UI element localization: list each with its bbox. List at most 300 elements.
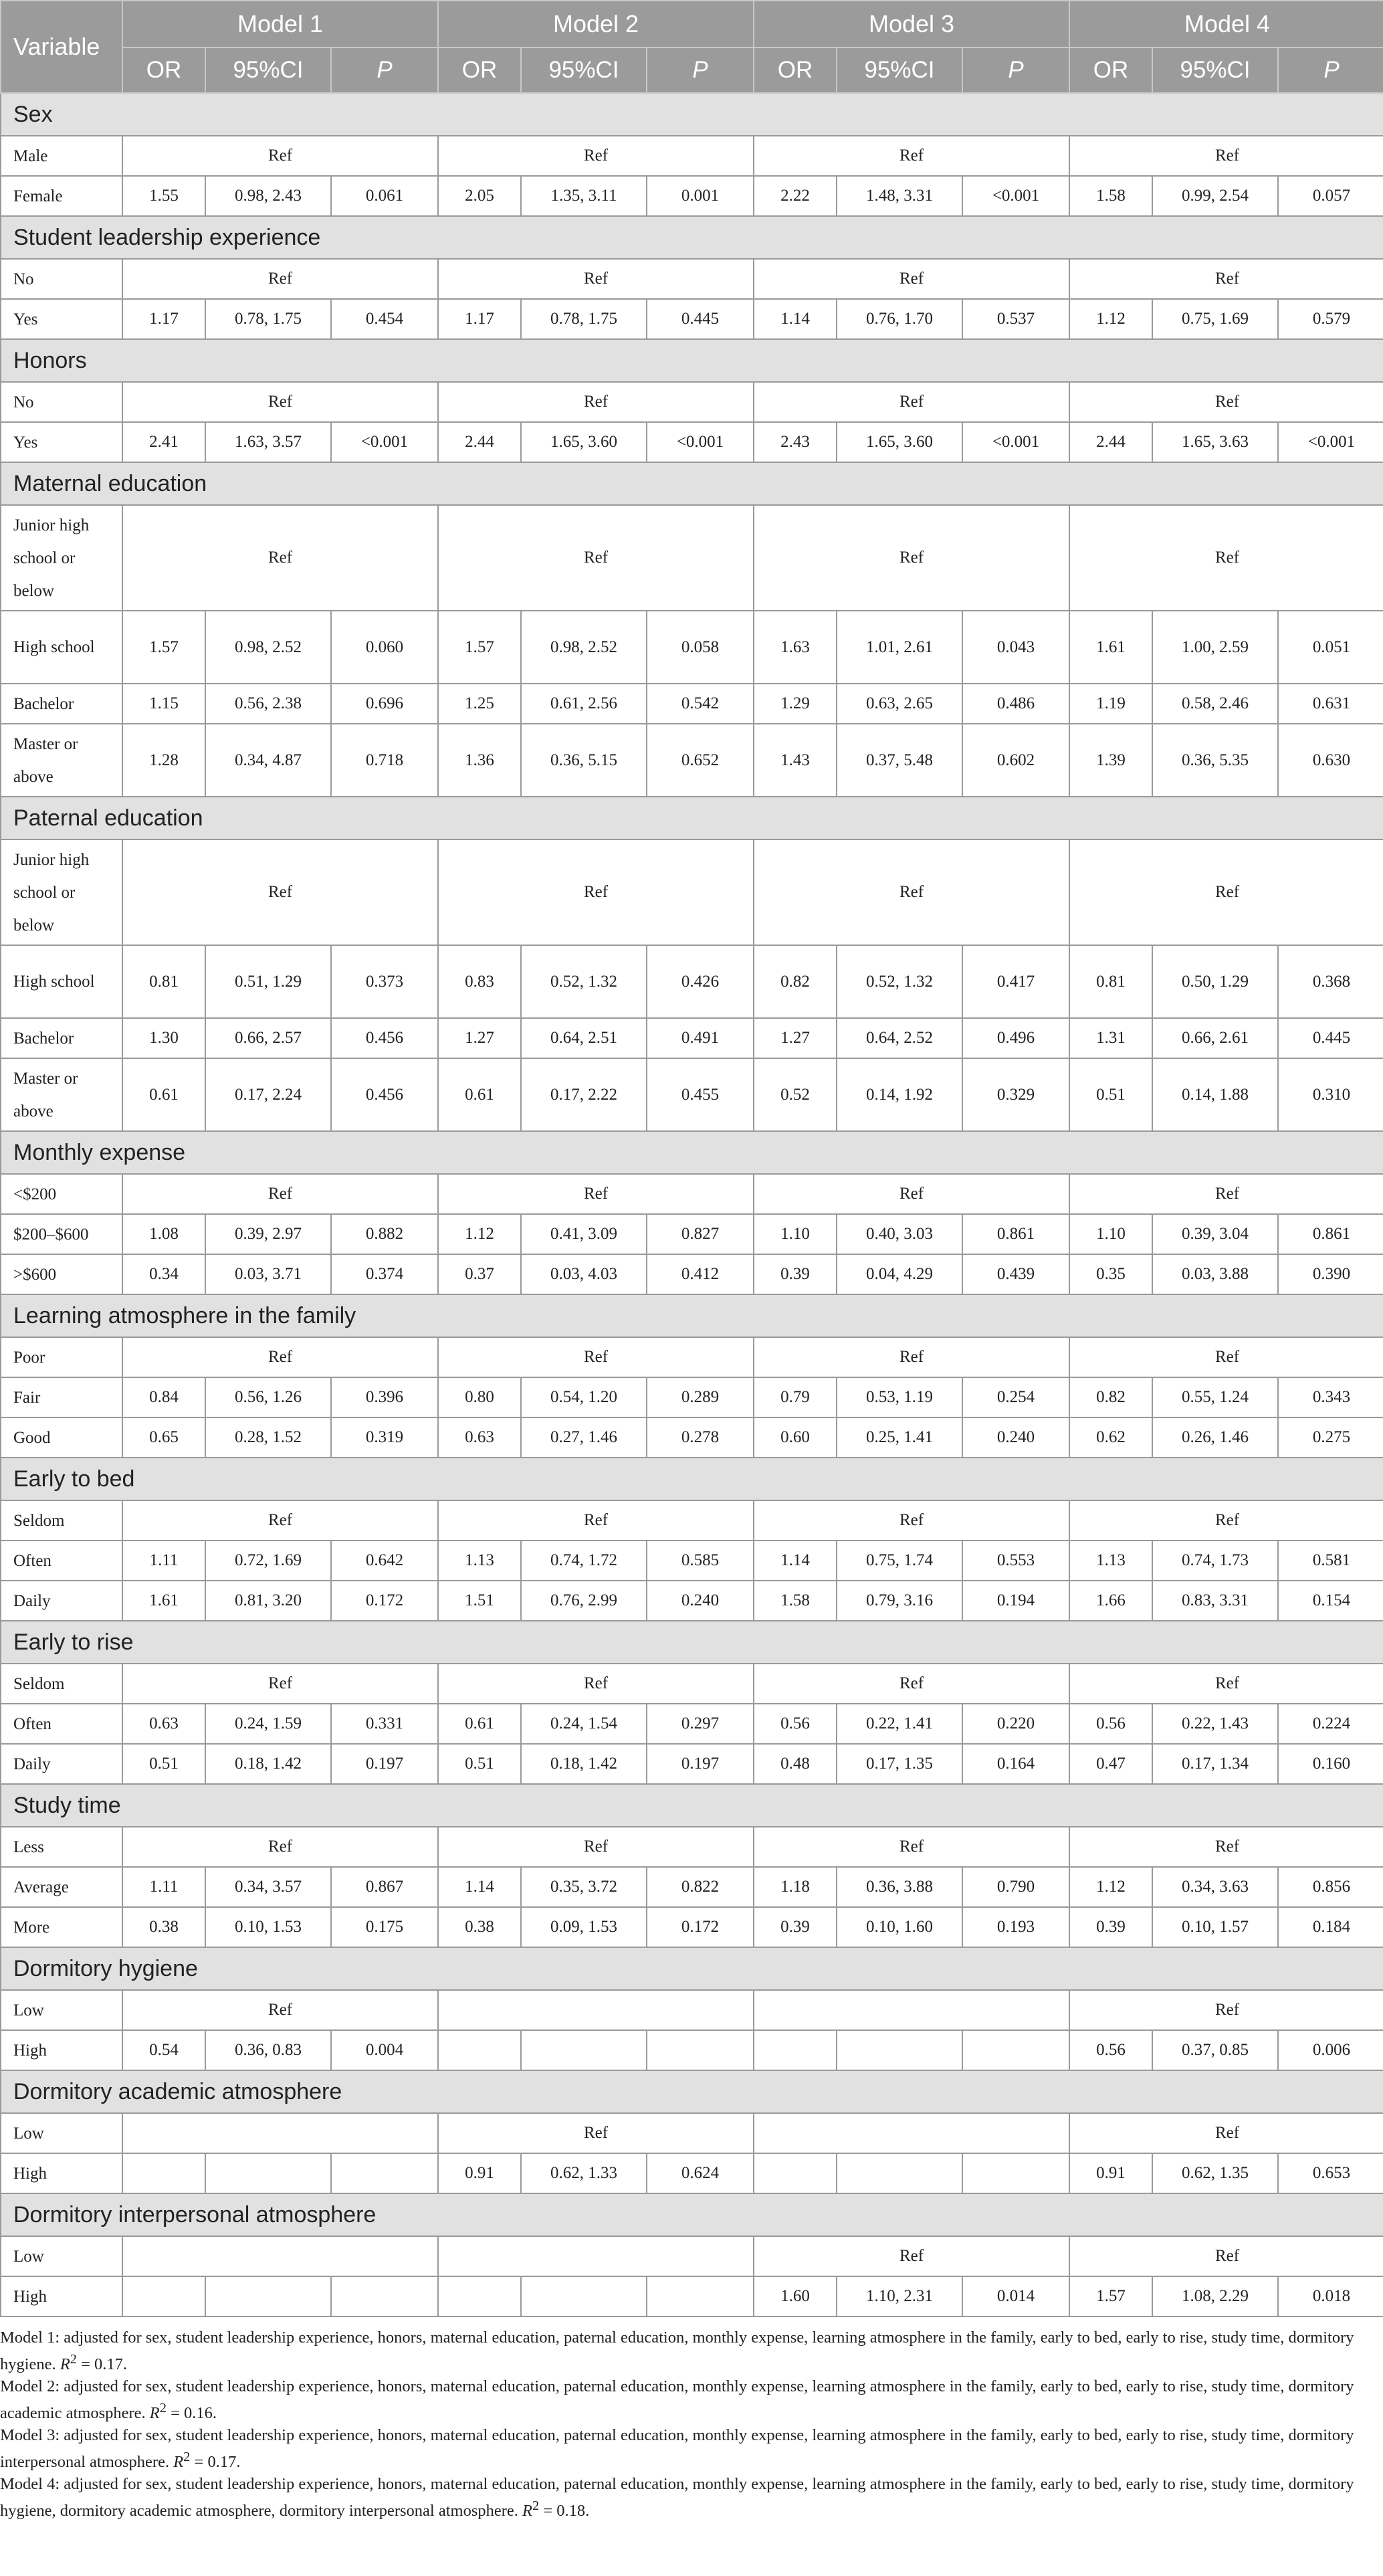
ci-value: 0.18, 1.42 (521, 1744, 647, 1784)
p-value: 0.164 (962, 1744, 1069, 1784)
or-value: 0.48 (754, 1744, 837, 1784)
row-label: Often (1, 1704, 122, 1744)
table-row (1, 839, 1383, 945)
ci-value: 0.62, 1.35 (1152, 2153, 1278, 2193)
p-header: P (647, 47, 754, 93)
ci-value: 0.98, 2.43 (205, 176, 331, 216)
ci-value: 0.04, 4.29 (837, 1254, 962, 1294)
ci-value: 0.58, 2.46 (1152, 684, 1278, 724)
row-label: More (1, 1907, 122, 1947)
or-value: 0.62 (1069, 1417, 1152, 1458)
or-value: 0.80 (438, 1377, 521, 1417)
table-row (1, 1867, 1383, 1907)
ref-cell: Ref (1069, 1174, 1383, 1214)
ci-value: 0.17, 2.24 (205, 1058, 331, 1131)
ref-cell: Ref (438, 1500, 754, 1541)
ci-value: 0.66, 2.57 (205, 1018, 331, 1058)
or-value: 1.61 (122, 1581, 205, 1621)
p-header: P (331, 47, 438, 93)
footnote-text: Model 1: adjusted for sex, student leadership experience, honors, maternal education, paternal education, monthly expense, learning atmosphere in the family, early to bed, early to rise, study time, dormitory hygiene. (0, 2329, 1354, 2374)
section-title: Early to bed (1, 1458, 1383, 1500)
p-value: 0.602 (962, 724, 1069, 797)
ref-cell: Ref (1069, 1337, 1383, 1377)
r-squared-value: = 0.17. (76, 2355, 128, 2374)
ref-cell: Ref (438, 1174, 754, 1214)
table-row (1, 299, 1383, 339)
ci-value: 0.99, 2.54 (1152, 176, 1278, 216)
or-value: 0.51 (438, 1744, 521, 1784)
model-header: Model 1 (122, 1, 438, 47)
p-value: 0.426 (647, 945, 754, 1018)
p-value: <0.001 (962, 176, 1069, 216)
or-value: 1.39 (1069, 724, 1152, 797)
or-value: 2.41 (122, 422, 205, 462)
ref-cell: Ref (1069, 259, 1383, 299)
ref-cell: Ref (438, 1827, 754, 1867)
section-title: Dormitory hygiene (1, 1947, 1383, 1990)
row-label: Master or above (1, 724, 122, 797)
table-row (1, 684, 1383, 724)
ci-value: 0.34, 3.57 (205, 1867, 331, 1907)
or-value: 0.39 (1069, 1907, 1152, 1947)
ci-value: 0.17, 2.22 (521, 1058, 647, 1131)
or-value: 1.60 (754, 2276, 837, 2316)
section-row (1, 1947, 1383, 1990)
p-value: <0.001 (647, 422, 754, 462)
ci-value: 0.28, 1.52 (205, 1417, 331, 1458)
row-label: Seldom (1, 1664, 122, 1704)
ci-value: 1.65, 3.60 (837, 422, 962, 462)
row-label: High (1, 2030, 122, 2070)
ci-header: 95%CI (1152, 47, 1278, 93)
or-value: 0.38 (122, 1907, 205, 1947)
p-value: 0.642 (331, 1541, 438, 1581)
p-value: 0.172 (647, 1907, 754, 1947)
or-value: 0.83 (438, 945, 521, 1018)
ref-cell: Ref (1069, 839, 1383, 945)
ref-cell: Ref (754, 1827, 1069, 1867)
ref-cell: Ref (122, 1500, 438, 1541)
header-row-stats (1, 47, 1383, 93)
ci-value: 0.34, 4.87 (205, 724, 331, 797)
row-label: Bachelor (1, 1018, 122, 1058)
or-value (122, 2276, 205, 2316)
ci-value: 0.14, 1.88 (1152, 1058, 1278, 1131)
or-value: 0.34 (122, 1254, 205, 1294)
or-value: 0.51 (1069, 1058, 1152, 1131)
p-value: 0.861 (1278, 1214, 1383, 1254)
p-value: 0.630 (1278, 724, 1383, 797)
table-row (1, 382, 1383, 422)
r-squared-exponent: 2 (183, 2450, 191, 2465)
or-value: 2.44 (1069, 422, 1152, 462)
p-value: 0.018 (1278, 2276, 1383, 2316)
p-value: 0.486 (962, 684, 1069, 724)
p-value (962, 2030, 1069, 2070)
or-header: OR (122, 47, 205, 93)
ci-value: 0.64, 2.52 (837, 1018, 962, 1058)
p-value: 0.154 (1278, 1581, 1383, 1621)
ref-cell: Ref (754, 382, 1069, 422)
ref-cell: Ref (122, 259, 438, 299)
ref-cell: Ref (122, 1990, 438, 2030)
table-body (1, 93, 1383, 2316)
or-value: 0.51 (122, 1744, 205, 1784)
or-value: 0.56 (754, 1704, 837, 1744)
p-value: 0.496 (962, 1018, 1069, 1058)
ci-value: 0.62, 1.33 (521, 2153, 647, 2193)
section-row (1, 339, 1383, 382)
ref-cell: Ref (754, 1174, 1069, 1214)
empty-cell (122, 2236, 438, 2276)
or-value: 1.55 (122, 176, 205, 216)
table-row (1, 1500, 1383, 1541)
p-value: 0.579 (1278, 299, 1383, 339)
ci-value: 1.65, 3.63 (1152, 422, 1278, 462)
ref-cell: Ref (1069, 1827, 1383, 1867)
or-value: 1.14 (754, 299, 837, 339)
or-header: OR (438, 47, 521, 93)
p-value: 0.631 (1278, 684, 1383, 724)
ci-value: 1.63, 3.57 (205, 422, 331, 462)
or-value: 1.36 (438, 724, 521, 797)
or-value: 1.17 (438, 299, 521, 339)
row-label: Low (1, 2236, 122, 2276)
row-label: High school (1, 945, 122, 1018)
r-squared-exponent: 2 (70, 2352, 77, 2367)
or-value: 1.58 (1069, 176, 1152, 216)
footnote-text: Model 4: adjusted for sex, student leadership experience, honors, maternal education, paternal education, monthly expense, learning atmosphere in the family, early to bed, early to rise, study time, dormitory hygiene, dormitory academic atmosphere, dormitory interpersonal atmosphere. (0, 2475, 1354, 2520)
or-value: 0.63 (438, 1417, 521, 1458)
section-title: Honors (1, 339, 1383, 382)
p-value: 0.867 (331, 1867, 438, 1907)
p-value: 0.240 (647, 1581, 754, 1621)
p-value: 0.454 (331, 299, 438, 339)
ref-cell: Ref (122, 1827, 438, 1867)
or-value (754, 2153, 837, 2193)
ref-cell: Ref (438, 136, 754, 176)
p-value: 0.861 (962, 1214, 1069, 1254)
ci-value: 0.52, 1.32 (521, 945, 647, 1018)
or-value: 1.18 (754, 1867, 837, 1907)
p-value: 0.172 (331, 1581, 438, 1621)
or-value: 0.61 (122, 1058, 205, 1131)
p-header: P (962, 47, 1069, 93)
ci-value: 0.22, 1.41 (837, 1704, 962, 1744)
ci-value: 0.10, 1.60 (837, 1907, 962, 1947)
p-value: 0.653 (1278, 2153, 1383, 2193)
ci-value: 0.56, 2.38 (205, 684, 331, 724)
ref-cell: Ref (754, 1337, 1069, 1377)
row-label: High (1, 2276, 122, 2316)
ci-value: 0.53, 1.19 (837, 1377, 962, 1417)
p-value: 0.220 (962, 1704, 1069, 1744)
p-value: 0.827 (647, 1214, 754, 1254)
ref-cell: Ref (438, 839, 754, 945)
table-row (1, 2113, 1383, 2153)
or-value: 0.60 (754, 1417, 837, 1458)
or-value: 1.12 (1069, 1867, 1152, 1907)
or-value (438, 2276, 521, 2316)
ci-value: 0.18, 1.42 (205, 1744, 331, 1784)
footnote-text: Model 2: adjusted for sex, student leadership experience, honors, maternal education, paternal education, monthly expense, learning atmosphere in the family, early to bed, early to rise, study time, dormitory academic atmosphere. (0, 2377, 1354, 2423)
row-label: $200–$600 (1, 1214, 122, 1254)
section-row (1, 797, 1383, 839)
table-row (1, 1907, 1383, 1947)
ref-cell: Ref (122, 1174, 438, 1214)
or-value: 1.25 (438, 684, 521, 724)
ci-value: 0.24, 1.59 (205, 1704, 331, 1744)
p-value: 0.197 (331, 1744, 438, 1784)
ci-value: 0.52, 1.32 (837, 945, 962, 1018)
p-value: 0.278 (647, 1417, 754, 1458)
section-title: Learning atmosphere in the family (1, 1294, 1383, 1337)
row-label: Low (1, 2113, 122, 2153)
table-row (1, 611, 1383, 684)
ref-cell: Ref (438, 259, 754, 299)
ci-header: 95%CI (205, 47, 331, 93)
ci-value (205, 2153, 331, 2193)
or-value: 1.28 (122, 724, 205, 797)
or-header: OR (1069, 47, 1152, 93)
table-row (1, 1827, 1383, 1867)
r-squared-exponent: 2 (532, 2498, 540, 2514)
ci-value (521, 2030, 647, 2070)
section-title: Dormitory academic atmosphere (1, 2070, 1383, 2113)
table-row (1, 1990, 1383, 2030)
ref-cell: Ref (754, 1664, 1069, 1704)
table-row (1, 1744, 1383, 1784)
ci-value: 0.10, 1.53 (205, 1907, 331, 1947)
p-value: 0.491 (647, 1018, 754, 1058)
r-squared-exponent: 2 (159, 2401, 167, 2416)
p-value: 0.254 (962, 1377, 1069, 1417)
ci-value: 0.36, 3.88 (837, 1867, 962, 1907)
or-value: 1.15 (122, 684, 205, 724)
p-value: 0.856 (1278, 1867, 1383, 1907)
footnote (0, 2424, 1376, 2473)
p-value: 0.043 (962, 611, 1069, 684)
p-value: 0.412 (647, 1254, 754, 1294)
table-row (1, 1417, 1383, 1458)
or-value: 0.54 (122, 2030, 205, 2070)
p-value: 0.585 (647, 1541, 754, 1581)
p-value: 0.455 (647, 1058, 754, 1131)
table-row (1, 1704, 1383, 1744)
p-value: 0.537 (962, 299, 1069, 339)
ci-value: 0.36, 5.15 (521, 724, 647, 797)
ci-value: 0.36, 0.83 (205, 2030, 331, 2070)
p-value: 0.624 (647, 2153, 754, 2193)
or-value: 1.11 (122, 1541, 205, 1581)
or-value: 1.12 (1069, 299, 1152, 339)
ci-value: 0.98, 2.52 (521, 611, 647, 684)
ref-cell: Ref (1069, 1500, 1383, 1541)
or-value: 1.66 (1069, 1581, 1152, 1621)
ref-cell: Ref (122, 136, 438, 176)
p-header: P (1278, 47, 1383, 93)
table-row (1, 1377, 1383, 1417)
row-label: >$600 (1, 1254, 122, 1294)
p-value: 0.373 (331, 945, 438, 1018)
ci-value (521, 2276, 647, 2316)
ref-cell: Ref (438, 1337, 754, 1377)
or-value: 0.91 (438, 2153, 521, 2193)
row-label: High school (1, 611, 122, 684)
ci-value: 0.34, 3.63 (1152, 1867, 1278, 1907)
ci-value: 0.72, 1.69 (205, 1541, 331, 1581)
ref-cell: Ref (1069, 1664, 1383, 1704)
or-value: 1.13 (1069, 1541, 1152, 1581)
row-label: No (1, 382, 122, 422)
ci-value: 0.09, 1.53 (521, 1907, 647, 1947)
row-label: Yes (1, 422, 122, 462)
ci-value: 0.39, 2.97 (205, 1214, 331, 1254)
or-value: 0.56 (1069, 2030, 1152, 2070)
row-label: Daily (1, 1744, 122, 1784)
or-value: 1.58 (754, 1581, 837, 1621)
footnote (0, 2326, 1376, 2375)
section-title: Sex (1, 93, 1383, 136)
ci-header: 95%CI (521, 47, 647, 93)
section-row (1, 2193, 1383, 2236)
model-header: Model 4 (1069, 1, 1383, 47)
empty-cell (438, 1990, 754, 2030)
p-value: 0.456 (331, 1018, 438, 1058)
ci-value: 0.74, 1.72 (521, 1541, 647, 1581)
row-label: Yes (1, 299, 122, 339)
or-value: 1.27 (754, 1018, 837, 1058)
or-value: 0.91 (1069, 2153, 1152, 2193)
ref-cell: Ref (122, 505, 438, 611)
ci-value: 1.10, 2.31 (837, 2276, 962, 2316)
empty-cell (754, 1990, 1069, 2030)
p-value: 0.456 (331, 1058, 438, 1131)
p-value: 0.051 (1278, 611, 1383, 684)
p-value: 0.445 (1278, 1018, 1383, 1058)
variable-header: Variable (1, 1, 122, 93)
ref-cell: Ref (1069, 2113, 1383, 2153)
row-label: Poor (1, 1337, 122, 1377)
section-row (1, 216, 1383, 259)
section-row (1, 1784, 1383, 1827)
p-value: <0.001 (962, 422, 1069, 462)
or-value (754, 2030, 837, 2070)
or-value (438, 2030, 521, 2070)
p-value: 0.368 (1278, 945, 1383, 1018)
ci-value: 0.40, 3.03 (837, 1214, 962, 1254)
p-value: 0.581 (1278, 1541, 1383, 1581)
ref-cell: Ref (1069, 1990, 1383, 2030)
ref-cell: Ref (122, 1337, 438, 1377)
or-value: 1.10 (754, 1214, 837, 1254)
ci-value: 0.03, 3.71 (205, 1254, 331, 1294)
p-value: 0.718 (331, 724, 438, 797)
p-value (331, 2153, 438, 2193)
ci-value: 1.08, 2.29 (1152, 2276, 1278, 2316)
ci-value: 0.66, 2.61 (1152, 1018, 1278, 1058)
p-value: 0.194 (962, 1581, 1069, 1621)
ci-value: 0.22, 1.43 (1152, 1704, 1278, 1744)
table-row (1, 1018, 1383, 1058)
p-value: 0.184 (1278, 1907, 1383, 1947)
ci-value: 0.39, 3.04 (1152, 1214, 1278, 1254)
ci-value: 0.36, 5.35 (1152, 724, 1278, 797)
p-value: 0.240 (962, 1417, 1069, 1458)
row-label: Fair (1, 1377, 122, 1417)
section-row (1, 462, 1383, 505)
ci-value: 0.83, 3.31 (1152, 1581, 1278, 1621)
p-value: 0.882 (331, 1214, 438, 1254)
ref-cell: Ref (754, 1500, 1069, 1541)
or-value: 1.31 (1069, 1018, 1152, 1058)
p-value (962, 2153, 1069, 2193)
section-title: Maternal education (1, 462, 1383, 505)
ci-value: 0.03, 3.88 (1152, 1254, 1278, 1294)
ci-value: 0.78, 1.75 (521, 299, 647, 339)
ci-value (205, 2276, 331, 2316)
r-squared-value: = 0.17. (190, 2453, 241, 2472)
ci-value: 0.26, 1.46 (1152, 1417, 1278, 1458)
empty-cell (438, 2236, 754, 2276)
ci-value: 0.37, 0.85 (1152, 2030, 1278, 2070)
or-value: 2.05 (438, 176, 521, 216)
table-row (1, 1581, 1383, 1621)
ci-value: 0.51, 1.29 (205, 945, 331, 1018)
section-title: Dormitory interpersonal atmosphere (1, 2193, 1383, 2236)
table-row (1, 176, 1383, 216)
r-squared-symbol: R (173, 2453, 184, 2472)
table-row (1, 1541, 1383, 1581)
ci-value: 0.50, 1.29 (1152, 945, 1278, 1018)
ref-cell: Ref (754, 136, 1069, 176)
table-row (1, 259, 1383, 299)
row-label: High (1, 2153, 122, 2193)
p-value: 0.014 (962, 2276, 1069, 2316)
row-label: Often (1, 1541, 122, 1581)
p-value: 0.542 (647, 684, 754, 724)
ci-value: 0.35, 3.72 (521, 1867, 647, 1907)
p-value: 0.004 (331, 2030, 438, 2070)
empty-cell (754, 2113, 1069, 2153)
or-value: 0.56 (1069, 1704, 1152, 1744)
ci-value: 0.37, 5.48 (837, 724, 962, 797)
p-value: 0.297 (647, 1704, 754, 1744)
p-value: 0.417 (962, 945, 1069, 1018)
ref-cell: Ref (122, 839, 438, 945)
p-value (647, 2276, 754, 2316)
ci-value: 0.25, 1.41 (837, 1417, 962, 1458)
table-row (1, 2236, 1383, 2276)
table-row (1, 2030, 1383, 2070)
or-value: 0.35 (1069, 1254, 1152, 1294)
p-value: 0.224 (1278, 1704, 1383, 1744)
p-value: 0.197 (647, 1744, 754, 1784)
p-value: 0.652 (647, 724, 754, 797)
table-row (1, 945, 1383, 1018)
ci-value: 0.10, 1.57 (1152, 1907, 1278, 1947)
r-squared-symbol: R (522, 2502, 532, 2520)
p-value: 0.060 (331, 611, 438, 684)
ci-value: 1.01, 2.61 (837, 611, 962, 684)
footnote-text: Model 3: adjusted for sex, student leadership experience, honors, maternal education, paternal education, monthly expense, learning atmosphere in the family, early to bed, early to rise, study time, dormitory interpersonal atmosphere. (0, 2426, 1354, 2472)
ci-value: 0.56, 1.26 (205, 1377, 331, 1417)
or-value: 1.61 (1069, 611, 1152, 684)
header-row-models (1, 1, 1383, 47)
ref-cell: Ref (1069, 2236, 1383, 2276)
or-value: 0.37 (438, 1254, 521, 1294)
or-value: 1.57 (438, 611, 521, 684)
